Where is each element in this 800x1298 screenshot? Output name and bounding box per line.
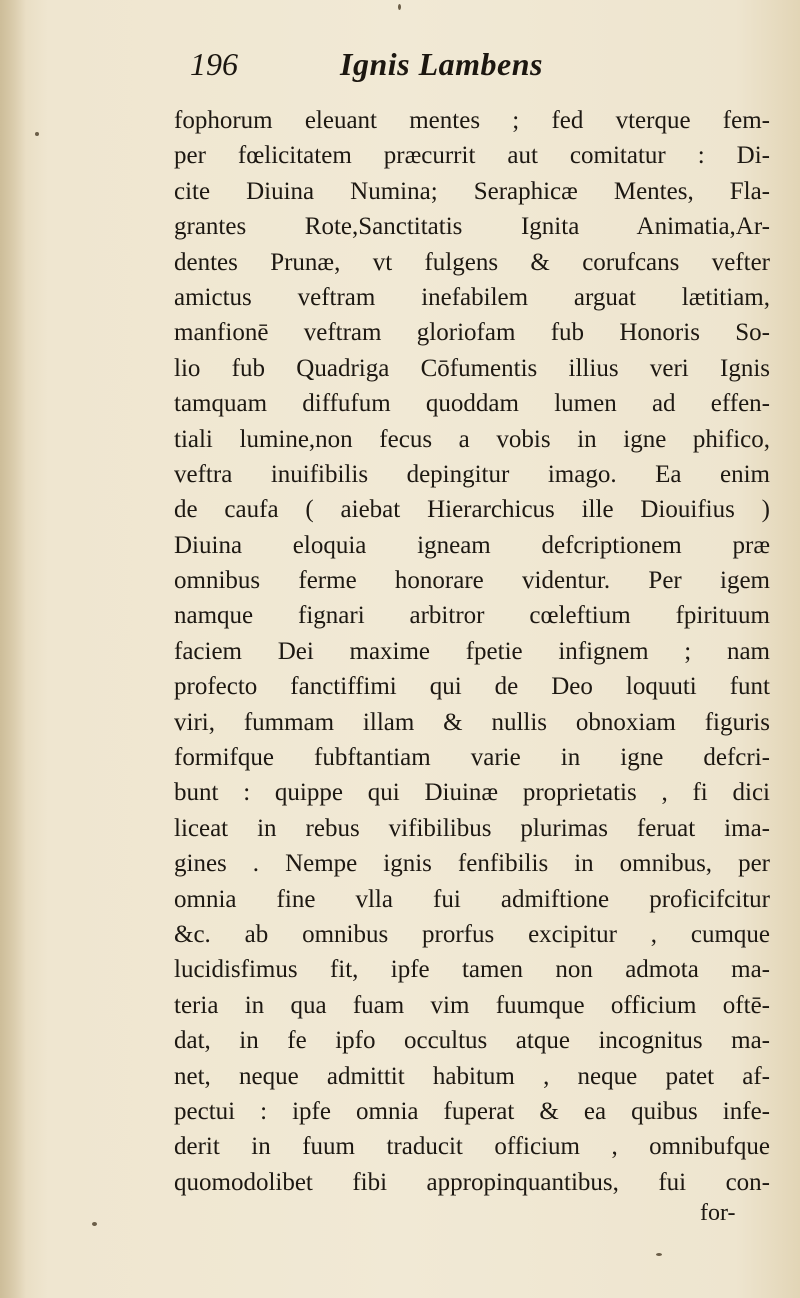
- text-line: dentes Prunæ, vt fulgens & corufcans vefter: [174, 248, 770, 276]
- text-line: omnia fine vlla fui admiftione proficifcitur: [174, 885, 770, 913]
- catchword: for-: [700, 1200, 736, 1226]
- text-line: cite Diuina Numina; Seraphicæ Mentes, Fla-: [174, 177, 770, 205]
- paper-speck: [656, 1253, 662, 1256]
- text-line: lio fub Quadriga Cōfumentis illius veri Ignis: [174, 354, 770, 382]
- text-line: manfionē veftram gloriofam fub Honoris So-: [174, 319, 770, 347]
- text-line: tamquam diffufum quoddam lumen ad effen-: [174, 390, 770, 418]
- body-text: [174, 103, 770, 1200]
- text-line: dat, in fe ipfo occultus atque incognitus ma-: [174, 1027, 770, 1055]
- running-head: Ignis Lambens: [340, 46, 543, 82]
- text-line: liceat in rebus vifibilibus plurimas feruat ima-: [174, 814, 770, 842]
- text-line: &c. ab omnibus prorfus excipitur , cumque: [174, 920, 770, 948]
- paper-speck: [92, 1222, 97, 1226]
- paper-speck: [398, 4, 401, 10]
- page-gutter-shadow: [0, 0, 26, 1298]
- text-line: teria in qua fuam vim fuumque officium oftē-: [174, 991, 770, 1019]
- text-line: quomodolibet fibi appropinquantibus, fui con-: [174, 1168, 770, 1196]
- text-line: profecto fanctiffimi qui de Deo loquuti funt: [174, 673, 770, 701]
- text-line: viri, fummam illam & nullis obnoxiam figuris: [174, 708, 770, 736]
- text-line: pectui : ipfe omnia fuperat & ea quibus infe-: [174, 1097, 770, 1125]
- text-line: faciem Dei maxime fpetie infignem ; nam: [174, 637, 770, 665]
- text-line: Diuina eloquia igneam defcriptionem præ: [174, 531, 770, 559]
- text-line: formifque fubftantiam varie in igne defcri-: [174, 744, 770, 772]
- text-line: omnibus ferme honorare videntur. Per igem: [174, 567, 770, 595]
- text-line: grantes Rote,Sanctitatis Ignita Animatia,Ar-: [174, 213, 770, 241]
- text-line: bunt : quippe qui Diuinæ proprietatis , fi dici: [174, 779, 770, 807]
- paper-speck: [35, 132, 39, 136]
- text-line: per fœlicitatem præcurrit aut comitatur : Di-: [174, 142, 770, 170]
- text-line: fophorum eleuant mentes ; fed vterque fem-: [174, 107, 770, 134]
- page-header: [190, 40, 650, 90]
- page-number: 196: [190, 46, 238, 82]
- text-line: namque fignari arbitror cœleftium fpirituum: [174, 602, 770, 630]
- text-line: net, neque admittit habitum , neque patet af-: [174, 1062, 770, 1090]
- text-line: derit in fuum traducit officium , omnibufque: [174, 1133, 770, 1161]
- text-line: veftra inuifibilis depingitur imago. Ea enim: [174, 460, 770, 488]
- text-line: gines . Nempe ignis fenfibilis in omnibus, per: [174, 850, 770, 878]
- text-line: tiali lumine,non fecus a vobis in igne phifico,: [174, 425, 770, 453]
- text-line: amictus veftram inefabilem arguat lætitiam,: [174, 283, 770, 311]
- text-line: de caufa ( aiebat Hierarchicus ille Diouifius ): [174, 496, 770, 524]
- text-line: lucidisfimus fit, ipfe tamen non admota ma-: [174, 956, 770, 984]
